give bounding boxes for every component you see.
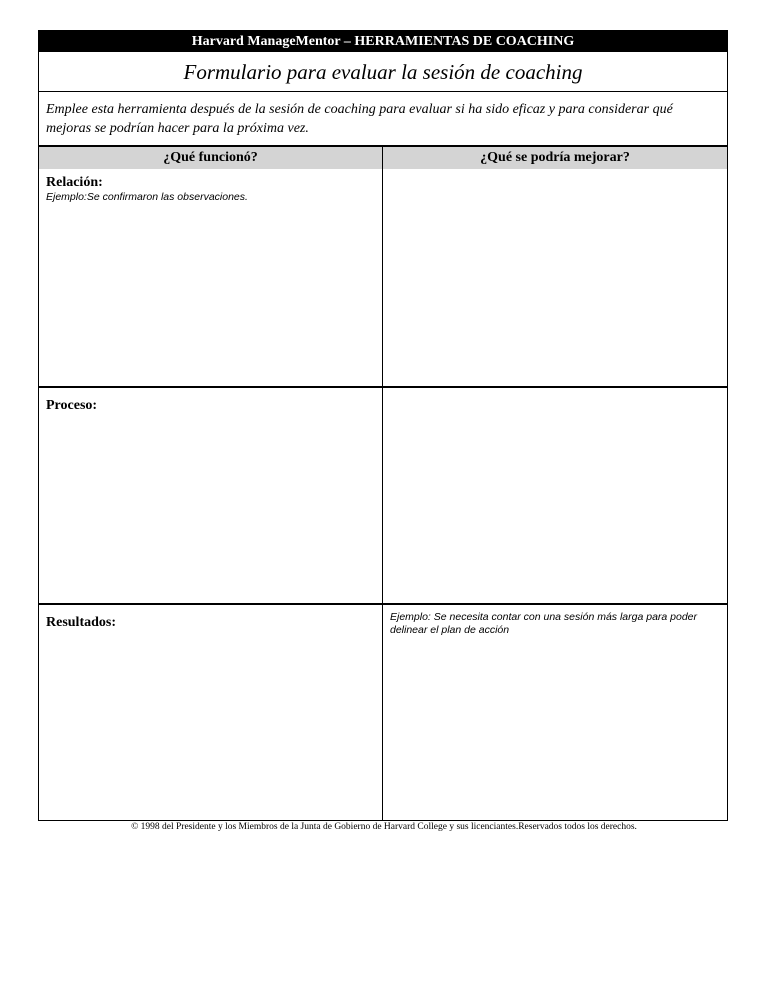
row-label-resultados: Resultados: bbox=[46, 615, 117, 630]
cell-relacion-improve[interactable] bbox=[383, 169, 727, 386]
row-label-proceso: Proceso: bbox=[46, 398, 98, 413]
cell-resultados-worked[interactable] bbox=[39, 603, 383, 820]
example-text: Ejemplo:Se confirmaron las observaciones. bbox=[46, 191, 248, 203]
example-text: Ejemplo: Se necesita contar con una sesión más larga para poder delinear el plan de acción bbox=[390, 611, 698, 636]
row-relacion bbox=[39, 169, 727, 386]
column-header-worked: ¿Qué funcionó? bbox=[39, 147, 383, 169]
form-title: Formulario para evaluar la sesión de coaching bbox=[38, 52, 728, 92]
coaching-evaluation-form bbox=[38, 30, 728, 821]
row-proceso bbox=[39, 386, 727, 603]
cell-resultados-improve[interactable] bbox=[383, 603, 727, 820]
cell-proceso-worked[interactable] bbox=[39, 386, 383, 603]
cell-proceso-improve[interactable] bbox=[383, 386, 727, 603]
banner: Harvard ManageMentor – HERRAMIENTAS DE COACHING bbox=[38, 30, 728, 52]
row-label-relacion: Relación: bbox=[46, 175, 103, 190]
copyright-footer: © 1998 del Presidente y los Miembros de la Junta de Gobierno de Harvard College y sus licenciantes.Reservados todos los derechos. bbox=[131, 822, 637, 832]
table-header-row bbox=[39, 147, 727, 169]
cell-relacion-worked[interactable] bbox=[39, 169, 383, 386]
row-resultados bbox=[39, 603, 727, 820]
evaluation-table bbox=[38, 147, 728, 821]
column-header-improve: ¿Qué se podría mejorar? bbox=[383, 147, 727, 169]
form-instructions: Emplee esta herramienta después de la sesión de coaching para evaluar si ha sido eficaz y para considerar qué mejoras se podrían hacer para la próxima vez. bbox=[38, 92, 728, 147]
